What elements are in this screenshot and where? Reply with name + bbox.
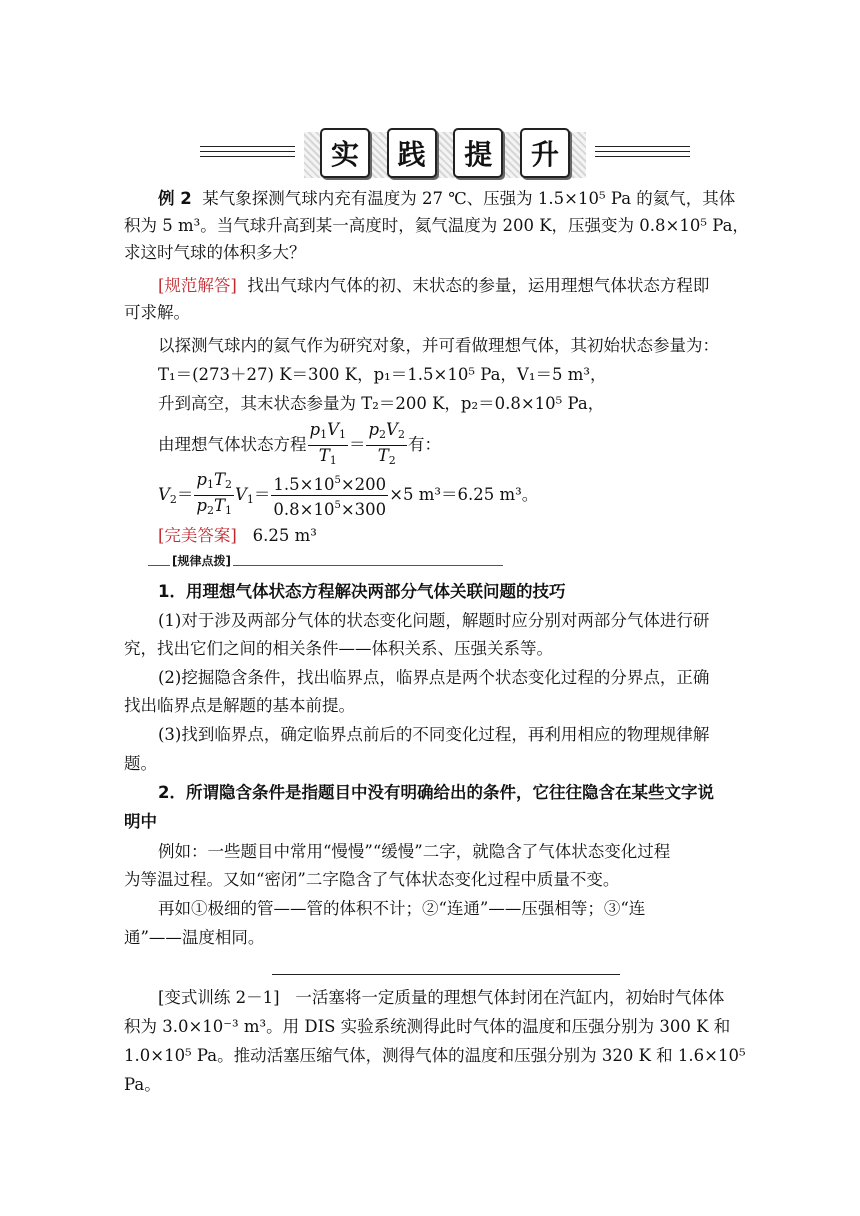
example-label: 例 2: [158, 189, 192, 208]
rules-p3a: (3)找到临界点，确定临界点前后的不同变化过程，再利用相应的物理规律解: [158, 725, 710, 744]
rules-p4b: 为等温过程。又如“密闭”二字隐含了气体状态变化过程中质量不变。: [124, 870, 620, 889]
solution-tag: [规范解答]: [158, 276, 237, 295]
result-line: $V_2=$ $\frac{p_1T_2}{p_2T_1}$ $V_1=$ $\frac{1.5\times 10^5\times 200}{0.8\times 10^5\times 300}$ ×5 m³＝6.25 m³。: [158, 470, 539, 519]
rules-p2a: (2)挖掘隐含条件，找出临界点，临界点是两个状态变化过程的分界点，正确: [158, 668, 710, 687]
banner-char-2: 践: [387, 128, 437, 178]
solution-line-1: [规范解答] 找出气球内气体的初、末状态的参量，运用理想气体状态方程即: [158, 276, 710, 295]
banner-lines-left: [200, 146, 295, 161]
example-line-1: 例 2 某气象探测气球内充有温度为 27 ℃、压强为 1.5×10⁵ Pa 的氦气，其体: [158, 189, 736, 208]
example-line-2: 积为 5 m³。当气球升高到某一高度时，氦气温度为 200 K，压强变为 0.8×10⁵ Pa，: [124, 216, 749, 235]
equation-line: 由理想气体状态方程 $\frac{p_1V_1}{T_1}$ ＝ $\frac{p_2V_2}{T_2}$ 有：: [158, 420, 441, 471]
banner-lines-right: [595, 146, 690, 161]
answer-value: 6.25 m³: [252, 526, 317, 545]
solution-line-2: 可求解。: [124, 303, 190, 322]
banner-char-4: 升: [520, 128, 570, 178]
exercise-label: [变式训练 2－1]: [158, 988, 280, 1007]
rules-p1b: 究，找出它们之间的相关条件——体积关系、压强关系等。: [124, 639, 553, 658]
answer-line: [158, 523, 317, 549]
exercise-line-1: [变式训练 2－1] 一活塞将一定质量的理想气体封闭在汽缸内，初始时气体体: [158, 988, 725, 1007]
rules-p3b: 题。: [124, 754, 157, 773]
rules-header: [规律点拨]: [148, 552, 503, 568]
solution-line-3: 以探测气球内的氦气作为研究对象，并可看做理想气体，其初始状态参量为：: [158, 336, 719, 355]
exercise-line-3: 1.0×10⁵ Pa。推动活塞压缩气体，测得气体的温度和压强分别为 320 K 和 1.6×10⁵: [124, 1046, 746, 1065]
solution-line-5: 升到高空，其末状态参量为 T₂＝200 K，p₂＝0.8×10⁵ Pa，: [158, 394, 605, 413]
rules-heading-2b: 明中: [124, 812, 157, 831]
answer-tag: [完美答案]: [158, 526, 237, 545]
fraction-p1t2-p2t1: $\frac{p_1T_2}{p_2T_1}$: [196, 470, 232, 517]
solution-line-4: T₁＝(273＋27) K＝300 K，p₁＝1.5×10⁵ Pa，V₁＝5 m³，: [158, 365, 607, 384]
rules-heading-2a: 2．所谓隐含条件是指题目中没有明确给出的条件，它往往隐含在某些文字说: [158, 783, 714, 802]
section-divider: [272, 974, 620, 975]
example-line-3: 求这时气球的体积多大？: [124, 243, 306, 262]
rules-heading-1: 1．用理想气体状态方程解决两部分气体关联问题的技巧: [158, 582, 566, 601]
fraction-numeric: $\frac{1.5\times 10^5\times 200}{0.8\times 10^5\times 300}$: [271, 471, 388, 520]
section-banner: [200, 128, 690, 184]
banner-char-1: 实: [320, 128, 370, 178]
rules-p4a: 例如：一些题目中常用“慢慢”“缓慢”二字，就隐含了气体状态变化过程: [158, 842, 671, 861]
rules-p1a: (1)对于涉及两部分气体的状态变化问题，解题时应分别对两部分气体进行研: [158, 611, 710, 630]
rules-p5b: 通”——温度相同。: [124, 928, 265, 947]
exercise-line-2: 积为 3.0×10⁻³ m³。用 DIS 实验系统测得此时气体的温度和压强分别为 300 K 和: [124, 1017, 731, 1036]
rules-p2b: 找出临界点是解题的基本前提。: [124, 696, 355, 715]
fraction-p1v1-t1: $\frac{p_1V_1}{T_1}$: [309, 420, 346, 467]
rules-p5a: 再如①极细的管——管的体积不计；②“连通”——压强相等；③“连: [158, 899, 646, 918]
banner-char-3: 提: [453, 128, 503, 178]
fraction-p2v2-t2: $\frac{p_2V_2}{T_2}$: [368, 420, 405, 467]
exercise-line-4: Pa。: [124, 1075, 161, 1094]
